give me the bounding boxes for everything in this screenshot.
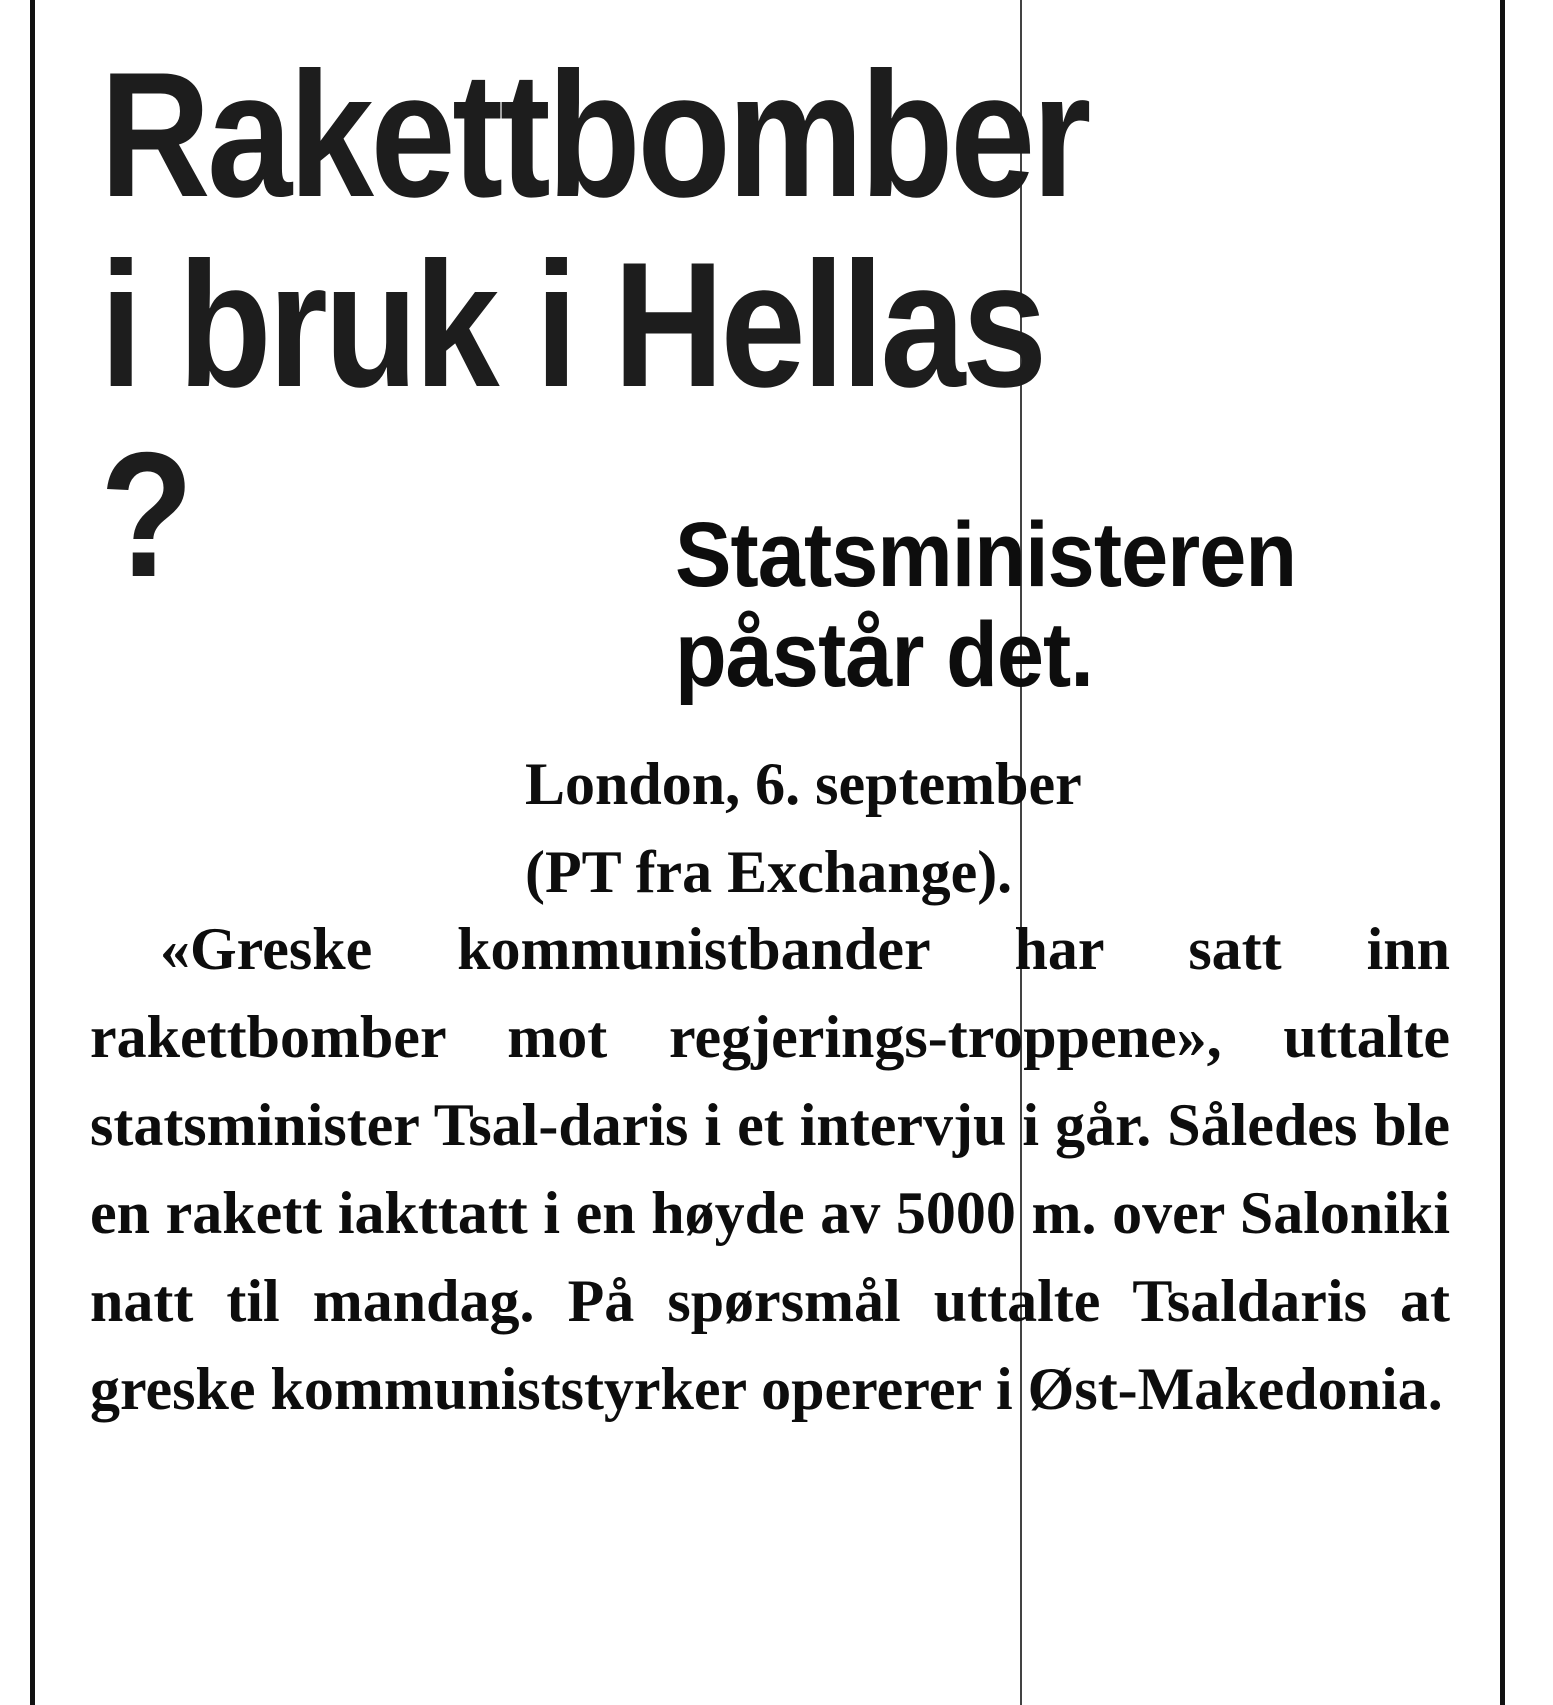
dateline-source: (PT fra Exchange).: [525, 839, 1013, 905]
article-headline: Rakettbomber i bruk i Hellas ?: [100, 35, 1088, 614]
column-rule-right: [1500, 0, 1505, 1705]
article-body: «Greske kommunistbander har satt inn rakettbomber mot regjerings-troppene», uttalte statsminister Tsal-daris i et intervju i går. Således ble en rakett iakttatt i en høyde av 5000 m. over Saloniki natt til mandag. På spørsmål uttalte Tsaldaris at greske kommuniststyrker opererer i Øst-Makedonia.: [90, 916, 1450, 1422]
article-dateline: [525, 740, 1425, 916]
article-subheadline: Statsministeren påstår det.: [675, 504, 1297, 706]
column-rule-left: [30, 0, 35, 1705]
dateline-place: London, 6. september: [525, 751, 1082, 817]
